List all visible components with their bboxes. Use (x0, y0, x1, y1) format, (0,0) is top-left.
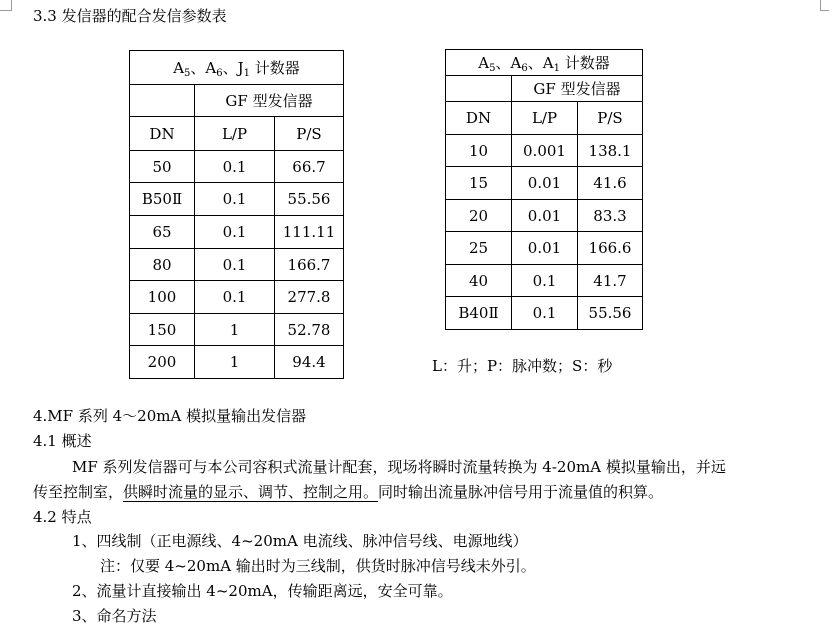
table-row: 40 0.1 41.7 (446, 265, 643, 297)
underlined-phrase: 供瞬时流量的显示、调节、控制之用。 (123, 483, 379, 501)
table-row: 150 1 52.78 (130, 314, 344, 346)
section-4-title: 4.MF 系列 4～20mA 模拟量输出发信器 (33, 407, 307, 425)
left-table-empty-cell (130, 85, 195, 117)
left-table-subheader: GF 型发信器 (195, 85, 344, 117)
table-row: B40Ⅱ 0.1 55.56 (446, 297, 643, 330)
right-parameter-table (445, 49, 643, 330)
page-corner-mark-left (0, 0, 12, 11)
table-row: 80 0.1 166.7 (130, 249, 344, 281)
column-header: P/S (578, 102, 643, 135)
page-corner-mark-right (820, 0, 829, 11)
column-header: L/P (512, 102, 578, 135)
column-header: DN (130, 117, 195, 151)
overview-paragraph-line1: MF 系列发信器可与本公司容积式流量计配套，现场将瞬时流量转换为 4-20mA 模拟量输出，并远 (72, 458, 726, 476)
overview-paragraph-line2: 传至控制室，供瞬时流量的显示、调节、控制之用。同时输出流量脉冲信号用于流量值的积算。 (33, 483, 664, 501)
right-table-header: $A_5$、$A_6$、$A_1$ 计数器 (446, 50, 643, 76)
column-header: P/S (275, 117, 344, 151)
table-row: 100 0.1 277.8 (130, 281, 344, 314)
column-header: L/P (195, 117, 275, 151)
table-row: 200 1 94.4 (130, 346, 344, 379)
table-row: 50 0.1 66.7 (130, 151, 344, 183)
section-4-2-title: 4.2 特点 (33, 508, 92, 526)
left-parameter-table (129, 50, 344, 379)
table-row: B50Ⅱ 0.1 55.56 (130, 183, 344, 216)
feature-note: 注：仅要 4~20mA 输出时为三线制，供货时脉冲信号线未外引。 (100, 557, 536, 575)
right-table-empty-cell (446, 76, 512, 102)
feature-item-3: 3、命名方法 (72, 607, 157, 625)
feature-item-2: 2、流量计直接输出 4~20mA，传输距离远，安全可靠。 (72, 582, 453, 600)
left-table-header: $A_5$、$A_6$、$J_1$ 计数器 (130, 51, 344, 85)
table-row: 25 0.01 166.6 (446, 232, 643, 265)
table-row: 65 0.1 111.11 (130, 216, 344, 249)
section-4-1-title: 4.1 概述 (33, 432, 92, 450)
right-table-subheader: GF 型发信器 (512, 76, 643, 102)
column-header: DN (446, 102, 512, 135)
table-row: 10 0.001 138.1 (446, 135, 643, 167)
table-row: 15 0.01 41.6 (446, 167, 643, 200)
table-row: 20 0.01 83.3 (446, 200, 643, 232)
section-3-3-title: 3.3 发信器的配合发信参数表 (33, 7, 227, 25)
units-legend: L：升；P：脉冲数；S：秒 (432, 357, 613, 375)
feature-item-1: 1、四线制（正电源线、4~20mA 电流线、脉冲信号线、电源地线） (72, 532, 528, 550)
